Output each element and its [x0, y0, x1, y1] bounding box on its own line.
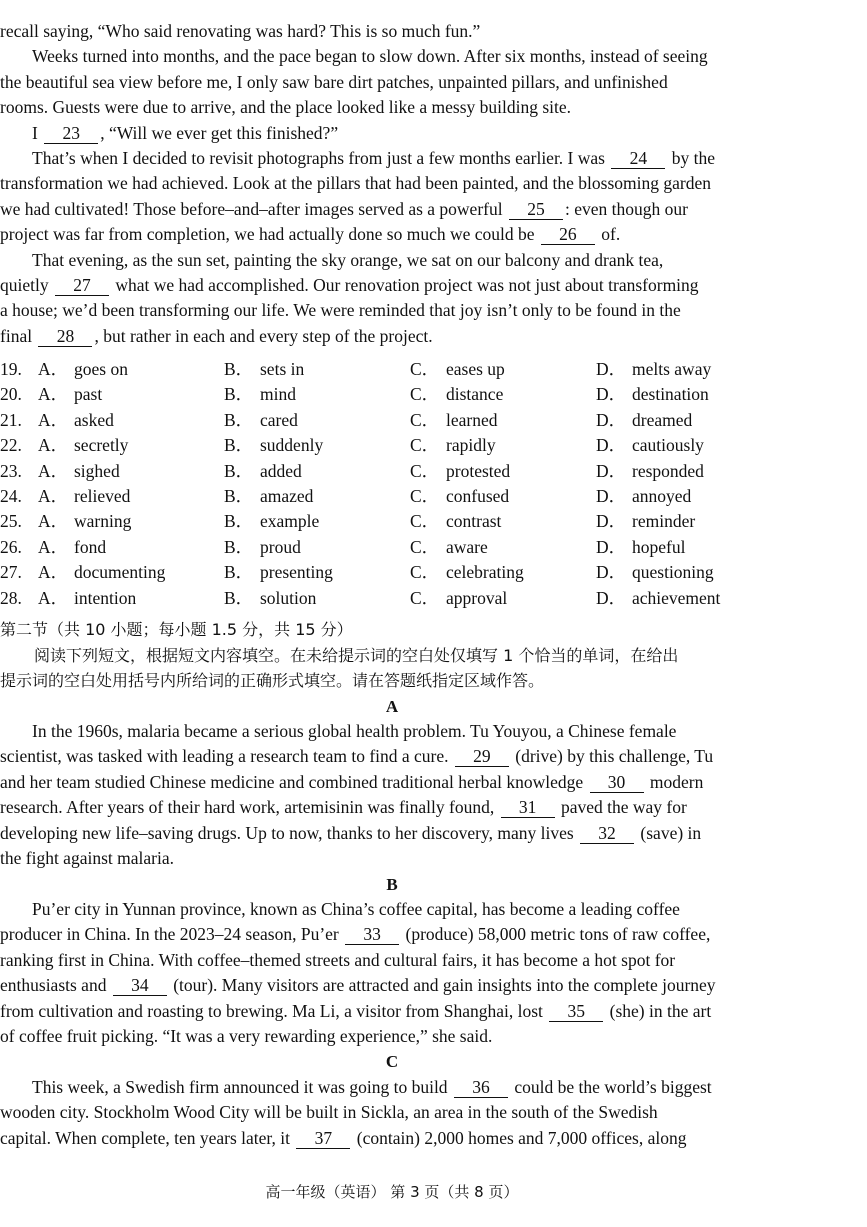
- passage-line: and her team studied Chinese medicine and combined traditional herbal knowledge 30 modern: [0, 771, 704, 792]
- passage-line: Pu’er city in Yunnan province, known as China’s coffee capital, has become a leading coffee: [32, 899, 680, 919]
- option-a: A． warning: [38, 511, 132, 532]
- passage-line: of coffee fruit picking. “It was a very rewarding experience,” she said.: [0, 1025, 493, 1046]
- option-c: C． approval: [410, 587, 508, 608]
- option-d: D． responded: [596, 460, 704, 481]
- option-b: B． suddenly: [224, 435, 324, 456]
- option-row: [0, 535, 784, 560]
- option-d: D． reminder: [596, 511, 696, 532]
- question-number: 27.: [0, 562, 22, 583]
- question-number: 19.: [0, 359, 22, 379]
- question-number: 26.: [0, 536, 22, 557]
- passage-line: producer in China. In the 2023–24 season, Pu’er 33 (produce) 58,000 metric tons of raw coffee,: [0, 924, 711, 945]
- option-b: B． cared: [224, 409, 298, 430]
- option-d: D． annoyed: [596, 485, 692, 506]
- question-number: 22.: [0, 435, 22, 456]
- passage-line: recall saying, “Who said renovating was hard? This is so much fun.”: [0, 21, 481, 41]
- passage-line: from cultivation and roasting to brewing. Ma Li, a visitor from Shanghai, lost 35 (she) in the art: [0, 1000, 712, 1021]
- option-c: C． confused: [410, 485, 510, 506]
- blank-25: 25: [509, 199, 563, 220]
- option-c: C． aware: [410, 536, 488, 557]
- question-number: 24.: [0, 485, 22, 506]
- passage-b-letter: B: [386, 875, 398, 894]
- passage-line: research. After years of their hard work, artemisinin was finally found, 31 paved the way for: [0, 797, 687, 818]
- option-a: A． asked: [38, 409, 114, 430]
- option-row: [0, 560, 784, 585]
- passage-line: That evening, as the sun set, painting the sky orange, we sat on our balcony and drank tea,: [32, 249, 664, 270]
- passage-line: This week, a Swedish firm announced it was going to build 36 could be the world’s biggest: [32, 1077, 712, 1097]
- passage-line: the fight against malaria.: [0, 847, 174, 868]
- blank-26: 26: [541, 224, 595, 245]
- blank-33: 33: [345, 924, 399, 945]
- cloze-passage: [0, 19, 784, 349]
- option-a: A． past: [38, 384, 103, 405]
- option-b: B． added: [224, 460, 302, 481]
- question-number: 20.: [0, 384, 22, 405]
- passage-line: we had cultivated! Those before–and–after images served as a powerful 25 : even though our: [0, 198, 688, 219]
- passage-line: rooms. Guests were due to arrive, and the place looked like a messy building site.: [0, 97, 572, 118]
- option-b: B． amazed: [224, 485, 314, 506]
- option-row: [0, 586, 784, 611]
- option-b: B． solution: [224, 587, 317, 608]
- question-number: 25.: [0, 511, 22, 532]
- section-heading: 第二节（共 10 小题；每小题 1.5 分，共 15 分）: [0, 620, 353, 639]
- option-b: B． presenting: [224, 562, 333, 583]
- passage-line: a house; we’d been transforming our life. We were reminded that joy isn’t only to be found in the: [0, 300, 681, 321]
- passage-line: project was far from completion, we had actually done so much we could be 26 of.: [0, 224, 621, 245]
- passage-line: I 23 , “Will we ever get this finished?”: [32, 122, 339, 143]
- option-d: D． melts away: [596, 359, 712, 379]
- passage-c-letter: C: [385, 1052, 399, 1071]
- question-number: 23.: [0, 460, 22, 481]
- option-d: D． dreamed: [596, 409, 693, 430]
- page-footer: 高一年级（英语） 第 3 页（共 8 页）: [265, 1183, 519, 1201]
- passage-line: developing new life–saving drugs. Up to now, thanks to her discovery, many lives 32 (save) in: [0, 822, 702, 843]
- question-number: 21.: [0, 409, 22, 430]
- passage-c: [0, 1075, 784, 1151]
- passage-line: In the 1960s, malaria became a serious global health problem. Tu Youyou, a Chinese female: [32, 721, 677, 741]
- option-b: B． example: [224, 511, 320, 532]
- passage-line: transformation we had achieved. Look at the pillars that had been painted, and the blossoming garden: [0, 173, 711, 194]
- blank-23: 23: [44, 123, 98, 144]
- blank-32: 32: [580, 823, 634, 844]
- option-b: B． mind: [224, 384, 296, 405]
- question-number: 28.: [0, 587, 22, 608]
- blank-36: 36: [454, 1077, 508, 1098]
- passage-line: Weeks turned into months, and the pace began to slow down. After six months, instead of seeing: [32, 46, 708, 67]
- option-d: D． hopeful: [596, 536, 686, 557]
- option-d: D． destination: [596, 384, 709, 405]
- option-row: [0, 484, 784, 509]
- option-c: C． celebrating: [410, 562, 524, 583]
- option-a: A． intention: [38, 587, 137, 608]
- option-row: [0, 408, 784, 433]
- option-row: [0, 509, 784, 534]
- option-c: C． distance: [410, 384, 504, 405]
- option-d: D． cautiously: [596, 435, 704, 456]
- section-instructions: 阅读下列短文，根据短文内容填空。在未给提示词的空白处仅填写 1 个恰当的单词，在给出: [34, 646, 679, 665]
- blank-24: 24: [611, 148, 665, 169]
- option-row: [0, 382, 784, 407]
- blank-27: 27: [55, 275, 109, 296]
- option-row: [0, 433, 784, 458]
- option-a: A． relieved: [38, 485, 131, 506]
- option-c: C． contrast: [410, 511, 502, 532]
- passage-a-letter: A: [385, 697, 399, 716]
- option-a: A． documenting: [38, 562, 166, 583]
- blank-34: 34: [113, 975, 167, 996]
- option-b: B． sets in: [224, 359, 305, 379]
- passage-b: [0, 897, 784, 1049]
- passage-line: final 28 , but rather in each and every step of the project.: [0, 325, 433, 346]
- passage-line: capital. When complete, ten years later, it 37 (contain) 2,000 homes and 7,000 offices, along: [0, 1127, 687, 1148]
- option-c: C． learned: [410, 409, 498, 430]
- blank-30: 30: [590, 772, 644, 793]
- option-a: A． goes on: [38, 359, 128, 379]
- section-instructions: 提示词的空白处用括号内所给词的正确形式填空。请在答题纸指定区域作答。: [0, 671, 545, 690]
- option-d: D． achievement: [596, 587, 721, 608]
- option-row: [0, 357, 784, 382]
- passage-line: wooden city. Stockholm Wood City will be built in Sickla, an area in the south of the Swedish: [0, 1102, 658, 1123]
- option-c: C． protested: [410, 460, 511, 481]
- blank-37: 37: [296, 1128, 350, 1149]
- option-c: C． eases up: [410, 359, 505, 379]
- option-a: A． secretly: [38, 435, 129, 456]
- passage-line: enthusiasts and 34 (tour). Many visitors are attracted and gain insights into the complete journey: [0, 975, 716, 996]
- option-row: [0, 459, 784, 484]
- option-c: C． rapidly: [410, 435, 496, 456]
- passage-a: [0, 719, 784, 871]
- option-d: D． questioning: [596, 562, 714, 583]
- option-b: B． proud: [224, 536, 301, 557]
- passage-line: ranking first in China. With coffee–themed streets and cultural fairs, it has become a hot spot for: [0, 949, 676, 970]
- passage-line: quietly 27 what we had accomplished. Our renovation project was not just about transforming: [0, 274, 699, 295]
- passage-line: the beautiful sea view before me, I only saw bare dirt patches, unpainted pillars, and unfinished: [0, 71, 668, 92]
- passage-line: That’s when I decided to revisit photographs from just a few months earlier. I was 24 by the: [32, 147, 715, 168]
- answer-options: [0, 357, 784, 611]
- blank-29: 29: [455, 746, 509, 767]
- blank-31: 31: [501, 797, 555, 818]
- option-a: A． sighed: [38, 460, 120, 481]
- passage-line: scientist, was tasked with leading a research team to find a cure. 29 (drive) by this challenge, Tu: [0, 746, 714, 767]
- blank-28: 28: [38, 326, 92, 347]
- option-a: A． fond: [38, 536, 107, 557]
- blank-35: 35: [549, 1001, 603, 1022]
